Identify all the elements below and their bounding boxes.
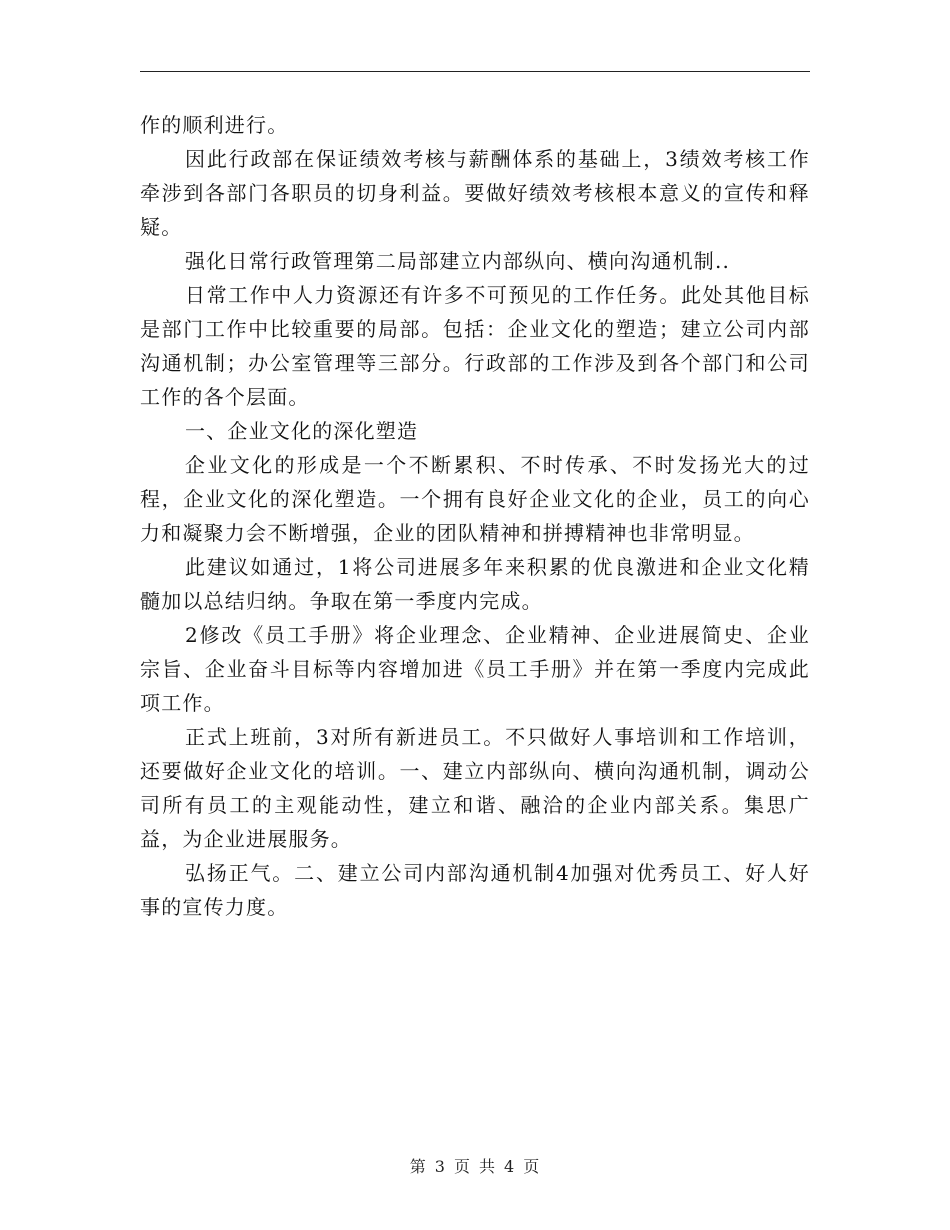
paragraph-8: 2修改《员工手册》将企业理念、企业精神、企业进展简史、企业宗旨、企业奋斗目标等内容增加进《员工手册》并在第一季度内完成此项工作。 — [140, 623, 810, 715]
header-rule — [140, 71, 810, 72]
paragraph-6: 企业文化的形成是一个不断累积、不时传承、不时发扬光大的过程，企业文化的深化塑造。一个拥有良好企业文化的企业，员工的向心力和凝聚力会不断增强，企业的团队精神和拼搏精神也非常明显。 — [140, 453, 810, 545]
document-body — [140, 108, 810, 924]
footer-suffix: 页 — [523, 1157, 541, 1176]
paragraph-2: 因此行政部在保证绩效考核与薪酬体系的基础上，3绩效考核工作牵涉到各部门各职员的切身利益。要做好绩效考核根本意义的宣传和释疑。 — [140, 147, 810, 239]
footer-prefix: 第 — [409, 1157, 427, 1176]
paragraph-7: 此建议如通过，1将公司进展多年来积累的优良激进和企业文化精髓加以总结归纳。争取在第一季度内完成。 — [140, 555, 810, 613]
footer-total-pages: 4 — [504, 1157, 516, 1176]
footer-page-word: 页 — [453, 1157, 471, 1176]
paragraph-4: 日常工作中人力资源还有许多不可预见的工作任务。此处其他目标是部门工作中比较重要的局部。包括：企业文化的塑造；建立公司内部沟通机制；办公室管理等三部分。行政部的工作涉及到各个部门和公司工作的各个层面。 — [140, 283, 810, 409]
paragraph-9: 正式上班前，3对所有新进员工。不只做好人事培训和工作培训，还要做好企业文化的培训。一、建立内部纵向、横向沟通机制，调动公司所有员工的主观能动性，建立和谐、融洽的企业内部关系。集思广益，为企业进展服务。 — [140, 725, 810, 851]
section-heading-culture: 一、企业文化的深化塑造 — [185, 419, 419, 443]
footer-current-page: 3 — [434, 1157, 446, 1176]
page-footer — [0, 1154, 950, 1177]
paragraph-1: 作的顺利进行。 — [140, 113, 289, 137]
paragraph-3: 强化日常行政管理第二局部建立内部纵向、横向沟通机制.. — [185, 249, 731, 273]
paragraph-10: 弘扬正气。二、建立公司内部沟通机制4加强对优秀员工、好人好事的宣传力度。 — [140, 861, 810, 919]
footer-total-word: 共 — [479, 1157, 497, 1176]
